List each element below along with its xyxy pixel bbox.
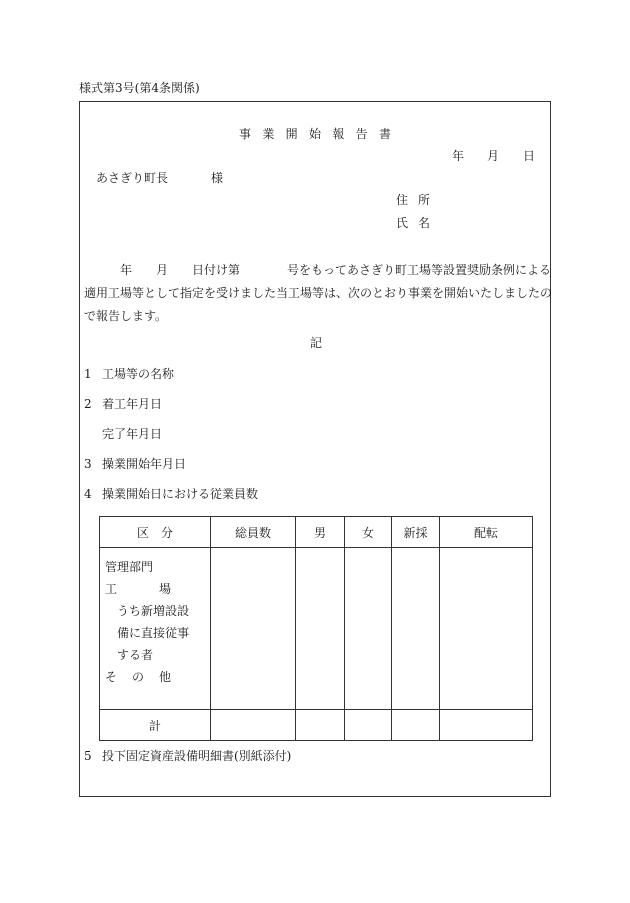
date-day: 日 [523, 149, 536, 163]
address-label [396, 194, 430, 206]
label-char: 所 [417, 193, 430, 207]
title-char: 業 [262, 127, 275, 141]
body-line3: で報告します。 [84, 309, 168, 323]
body-month: 月 [156, 263, 169, 277]
honorific: 様 [211, 171, 224, 185]
table-total-row [100, 710, 533, 741]
label-char: 氏 [396, 216, 409, 230]
col-header-transfer: 配転 [440, 517, 533, 548]
item-text: 着工年月日 [102, 397, 163, 411]
label-char: 住 [396, 193, 409, 207]
title-char: 告 [355, 127, 368, 141]
label-char: 名 [417, 216, 430, 230]
total-cell [296, 710, 345, 741]
body-line1-rest: 号をもってあさぎり町工場等設置奨励条例による [287, 263, 552, 277]
title-char: 事 [239, 127, 252, 141]
item-text: 投下固定資産設備明細書(別紙添付) [102, 749, 292, 763]
category-sub-line2: 備に直接従事 [117, 626, 190, 640]
table-body-row [100, 548, 533, 710]
title-char: 開 [285, 127, 298, 141]
category-sub-line1: うち新増設設 [117, 604, 190, 618]
cell-male [296, 548, 345, 710]
title-char: 始 [308, 127, 321, 141]
employee-table [99, 516, 533, 741]
item-text: 操業開始年月日 [102, 457, 187, 471]
name-label [396, 217, 430, 229]
body-year: 年 [120, 263, 133, 277]
item-text: 完了年月日 [102, 427, 163, 441]
item-number: 4 [84, 487, 92, 501]
col-header-male: 男 [296, 517, 345, 548]
title-char: 報 [332, 127, 345, 141]
body-day-no: 日付け第 [192, 263, 241, 277]
col-header-female: 女 [345, 517, 392, 548]
category-other: そ の 他 [105, 670, 171, 684]
col-header-category: 区 分 [100, 517, 211, 548]
form-number: 様式第3号(第4条関係) [79, 81, 200, 95]
total-cell [211, 710, 296, 741]
cell-new-hire [392, 548, 440, 710]
date-month: 月 [487, 149, 500, 163]
item-text: 工場等の名称 [102, 367, 175, 381]
category-management: 管理部門 [105, 560, 154, 574]
item-number: 3 [84, 457, 92, 471]
body-line2: 適用工場等として指定を受けました当工場等は、次のとおり事業を開始いたしましたの [84, 286, 553, 300]
addressee: あさぎり町長 [96, 171, 169, 185]
item-number: 1 [84, 367, 92, 381]
col-header-new-hire: 新採 [392, 517, 440, 548]
table-header-row [100, 517, 533, 548]
col-header-total: 総員数 [211, 517, 296, 548]
date-year: 年 [452, 149, 465, 163]
item-number: 2 [84, 397, 92, 411]
total-cell [440, 710, 533, 741]
title-char: 書 [378, 127, 391, 141]
ki-label: 記 [310, 336, 323, 350]
document-title [239, 128, 391, 140]
cell-total [211, 548, 296, 710]
total-cell [345, 710, 392, 741]
item-text: 操業開始日における従業員数 [102, 487, 259, 501]
category-sub-line3: する者 [117, 648, 154, 662]
total-label: 計 [100, 710, 211, 741]
category-factory: 工 場 [105, 582, 171, 596]
total-cell [392, 710, 440, 741]
category-cell [100, 548, 211, 710]
item-number: 5 [84, 749, 92, 763]
cell-female [345, 548, 392, 710]
cell-transfer [440, 548, 533, 710]
